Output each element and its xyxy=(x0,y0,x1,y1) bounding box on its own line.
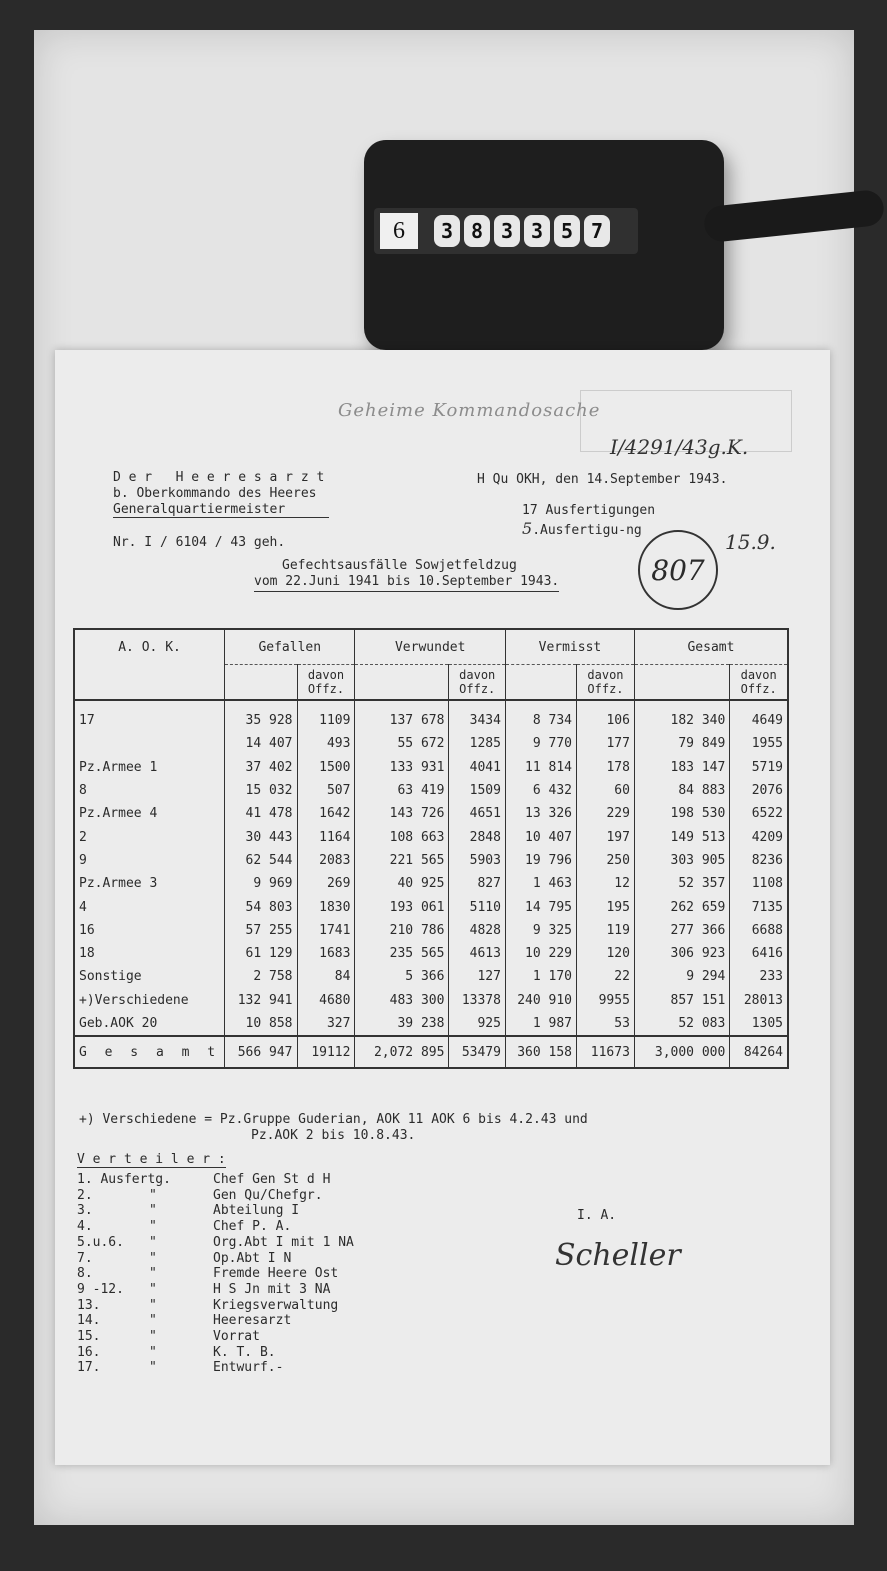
cell: 9 969 xyxy=(225,872,297,895)
col-davon-offz: davon Offz. xyxy=(576,665,634,701)
cell: 41 478 xyxy=(225,802,297,825)
cell: 8236 xyxy=(730,849,788,872)
row-label: 9 xyxy=(74,849,225,872)
cell: 9955 xyxy=(576,989,634,1012)
cell: 9 325 xyxy=(505,919,576,942)
handwritten-reg-number: I/4291/43g.K. xyxy=(610,435,749,459)
cell: 6688 xyxy=(730,919,788,942)
distribution-dit: " xyxy=(149,1281,157,1297)
place-date: H Qu OKH, den 14.September 1943. xyxy=(477,472,728,487)
cell: 55 672 xyxy=(355,732,449,755)
cell: 2 758 xyxy=(225,965,297,988)
distribution-dit: " xyxy=(149,1266,157,1282)
distribution-dit: " xyxy=(149,1329,157,1344)
distribution-to: Chef P. A. xyxy=(213,1219,292,1235)
cell: 79 849 xyxy=(634,732,729,755)
counter-digit: 7 xyxy=(584,215,610,247)
cell: 229 xyxy=(576,802,634,825)
distribution-num: 14. xyxy=(77,1313,101,1329)
distribution-to: Entwurf.- xyxy=(213,1360,284,1376)
cell: 37 402 xyxy=(225,756,297,779)
table-row xyxy=(74,872,788,895)
distribution-to: H S Jn mit 3 NA xyxy=(213,1281,331,1297)
copy-number-line xyxy=(522,519,642,538)
circled-number: 807 xyxy=(638,530,718,610)
cell: 4828 xyxy=(449,919,506,942)
cell: 60 xyxy=(576,779,634,802)
signature: Scheller xyxy=(555,1238,681,1273)
cell: 5903 xyxy=(449,849,506,872)
cell: 4649 xyxy=(730,700,788,732)
distribution-num: 3. xyxy=(77,1203,93,1219)
cell: 132 941 xyxy=(225,989,297,1012)
col-davon-offz: davon Offz. xyxy=(449,665,506,701)
cell: 133 931 xyxy=(355,756,449,779)
reference-number: Nr. I / 6104 / 43 geh. xyxy=(113,535,286,550)
cell: 250 xyxy=(576,849,634,872)
cell: 1109 xyxy=(297,700,355,732)
cell: 2,072 895 xyxy=(355,1036,449,1068)
cell: 5110 xyxy=(449,895,506,918)
cell: 306 923 xyxy=(634,942,729,965)
cell: 5 366 xyxy=(355,965,449,988)
cell: 235 565 xyxy=(355,942,449,965)
cell: 177 xyxy=(576,732,634,755)
cell: 7135 xyxy=(730,895,788,918)
cell: 193 061 xyxy=(355,895,449,918)
cell: 1164 xyxy=(297,825,355,848)
cell: 1500 xyxy=(297,756,355,779)
counter-digit: 8 xyxy=(464,215,490,247)
sender-line-3: Generalquartiermeister xyxy=(113,502,329,518)
table-row xyxy=(74,989,788,1012)
cell: 493 xyxy=(297,732,355,755)
cell: 84264 xyxy=(730,1036,788,1068)
cell: 30 443 xyxy=(225,825,297,848)
cell: 262 659 xyxy=(634,895,729,918)
cell: 2848 xyxy=(449,825,506,848)
row-label: 4 xyxy=(74,895,225,918)
cell: 137 678 xyxy=(355,700,449,732)
handwritten-date: 15.9. xyxy=(725,530,776,554)
cell: 62 544 xyxy=(225,849,297,872)
cell: 6 432 xyxy=(505,779,576,802)
row-label: +)Verschiedene xyxy=(74,989,225,1012)
counter-window xyxy=(374,208,638,254)
cell: 8 734 xyxy=(505,700,576,732)
cell: 35 928 xyxy=(225,700,297,732)
cell: 1741 xyxy=(297,919,355,942)
cell: 4651 xyxy=(449,802,506,825)
distribution-to: Gen Qu/Chefgr. xyxy=(213,1187,323,1203)
distribution-to: Heeresarzt xyxy=(213,1313,292,1329)
document-page xyxy=(55,350,830,1465)
cell: 240 910 xyxy=(505,989,576,1012)
distribution-num: 15. xyxy=(77,1329,101,1344)
row-label: Pz.Armee 1 xyxy=(74,756,225,779)
row-label: Pz.Armee 4 xyxy=(74,802,225,825)
cell: 57 255 xyxy=(225,919,297,942)
handwritten-copy-number: 5 xyxy=(522,519,533,538)
table-row xyxy=(74,756,788,779)
cell: 14 407 xyxy=(225,732,297,755)
cell: 269 xyxy=(297,872,355,895)
col-aok: A. O. K. xyxy=(74,629,225,700)
cell: 182 340 xyxy=(634,700,729,732)
cell: 108 663 xyxy=(355,825,449,848)
table-row xyxy=(74,732,788,755)
counter-cable xyxy=(703,189,886,244)
cell: 4613 xyxy=(449,942,506,965)
cell: 1 170 xyxy=(505,965,576,988)
cell: 54 803 xyxy=(225,895,297,918)
counter-digit: 3 xyxy=(434,215,460,247)
cell: 84 xyxy=(297,965,355,988)
distribution-num: 9 -12. xyxy=(77,1281,124,1297)
distribution-to: Fremde Heere Ost xyxy=(213,1266,339,1282)
cell: 10 407 xyxy=(505,825,576,848)
cell: 143 726 xyxy=(355,802,449,825)
cell: 1 463 xyxy=(505,872,576,895)
distribution-num: 1. Ausfertg. xyxy=(77,1172,171,1187)
footnote-line-2: Pz.AOK 2 bis 10.8.43. xyxy=(251,1128,416,1143)
row-label: Geb.AOK 20 xyxy=(74,1012,225,1036)
cell: 507 xyxy=(297,779,355,802)
cell: 195 xyxy=(576,895,634,918)
distribution-num: 7. xyxy=(77,1250,93,1266)
distribution-num: 2. xyxy=(77,1187,93,1203)
cell: 327 xyxy=(297,1012,355,1036)
row-label: 16 xyxy=(74,919,225,942)
cell: 4680 xyxy=(297,989,355,1012)
cell: 4209 xyxy=(730,825,788,848)
cell: 827 xyxy=(449,872,506,895)
cell: 9 770 xyxy=(505,732,576,755)
cell: 84 883 xyxy=(634,779,729,802)
col-gefallen: Gefallen xyxy=(225,629,355,665)
cell: 6522 xyxy=(730,802,788,825)
copy-label: .Ausfertigu-ng xyxy=(532,523,642,538)
subject-line-2: vom 22.Juni 1941 bis 10.September 1943. xyxy=(254,574,559,592)
distribution-dit: " xyxy=(149,1250,157,1266)
table-row xyxy=(74,895,788,918)
cell: 12 xyxy=(576,872,634,895)
distribution-to: K. T. B. xyxy=(213,1344,276,1360)
distribution-dit: " xyxy=(149,1344,157,1360)
cell: 925 xyxy=(449,1012,506,1036)
row-label: Pz.Armee 3 xyxy=(74,872,225,895)
cell: 11 814 xyxy=(505,756,576,779)
cell: 3,000 000 xyxy=(634,1036,729,1068)
counter-tag: 6 xyxy=(380,213,418,249)
cell: 52 357 xyxy=(634,872,729,895)
cell: 52 083 xyxy=(634,1012,729,1036)
cell: 198 530 xyxy=(634,802,729,825)
cell: 2083 xyxy=(297,849,355,872)
cell: 1683 xyxy=(297,942,355,965)
cell: 106 xyxy=(576,700,634,732)
cell: 1 987 xyxy=(505,1012,576,1036)
cell: 566 947 xyxy=(225,1036,297,1068)
cell: 1509 xyxy=(449,779,506,802)
cell: 40 925 xyxy=(355,872,449,895)
cell: 1305 xyxy=(730,1012,788,1036)
row-label: 2 xyxy=(74,825,225,848)
footnote-line-1: +) Verschiedene = Pz.Gruppe Guderian, AOK 11 AOK 6 bis 4.2.43 und xyxy=(79,1112,588,1127)
frame-counter-device xyxy=(364,140,724,350)
col-verwundet: Verwundet xyxy=(355,629,506,665)
cell: 10 858 xyxy=(225,1012,297,1036)
copies-count: 17 Ausfertigungen xyxy=(522,503,656,518)
cell: 2076 xyxy=(730,779,788,802)
distribution-dit: " xyxy=(149,1203,157,1219)
table-row xyxy=(74,942,788,965)
row-label: 8 xyxy=(74,779,225,802)
cell: 197 xyxy=(576,825,634,848)
row-label: 17 xyxy=(74,700,225,732)
cell: 6416 xyxy=(730,942,788,965)
cell: 4041 xyxy=(449,756,506,779)
cell: 857 151 xyxy=(634,989,729,1012)
casualty-table xyxy=(73,628,789,1069)
cell: 233 xyxy=(730,965,788,988)
classification-stamp: Geheime Kommandosache xyxy=(338,400,601,421)
col-davon-offz: davon Offz. xyxy=(730,665,788,701)
distribution-dit: " xyxy=(149,1297,157,1313)
cell: 13378 xyxy=(449,989,506,1012)
cell: 10 229 xyxy=(505,942,576,965)
cell: 210 786 xyxy=(355,919,449,942)
ia-label: I. A. xyxy=(577,1208,617,1223)
distribution-dit: " xyxy=(149,1234,157,1250)
cell: 53 xyxy=(576,1012,634,1036)
col-vermisst: Vermisst xyxy=(505,629,634,665)
distribution-dit: " xyxy=(149,1313,157,1329)
cell: 1285 xyxy=(449,732,506,755)
distribution-num: 17. xyxy=(77,1360,101,1376)
counter-digit: 5 xyxy=(554,215,580,247)
table-row xyxy=(74,700,788,732)
sender-line-1: D e r H e e r e s a r z t xyxy=(113,470,325,485)
row-label: Sonstige xyxy=(74,965,225,988)
cell: 61 129 xyxy=(225,942,297,965)
cell: 120 xyxy=(576,942,634,965)
distribution-to: Kriegsverwaltung xyxy=(213,1297,339,1313)
cell: 1108 xyxy=(730,872,788,895)
cell: 22 xyxy=(576,965,634,988)
distribution-num: 4. xyxy=(77,1219,93,1235)
subject-line-1: Gefechtsausfälle Sowjetfeldzug xyxy=(282,558,517,573)
distribution-to: Vorrat xyxy=(213,1329,260,1344)
table-total-row xyxy=(74,1036,788,1068)
distribution-dit: " xyxy=(149,1187,157,1203)
cell: 1642 xyxy=(297,802,355,825)
cell: 178 xyxy=(576,756,634,779)
cell: 63 419 xyxy=(355,779,449,802)
cell: 1955 xyxy=(730,732,788,755)
cell: 3434 xyxy=(449,700,506,732)
table-row xyxy=(74,965,788,988)
cell: 221 565 xyxy=(355,849,449,872)
cell: 15 032 xyxy=(225,779,297,802)
table-row xyxy=(74,1012,788,1036)
cell: 53479 xyxy=(449,1036,506,1068)
cell: 9 294 xyxy=(634,965,729,988)
distribution-num: 16. xyxy=(77,1344,101,1360)
cell: 1830 xyxy=(297,895,355,918)
table-row xyxy=(74,825,788,848)
distribution-num: 5.u.6. xyxy=(77,1234,124,1250)
counter-digits xyxy=(434,215,610,247)
distribution-to: Chef Gen St d H xyxy=(213,1172,331,1187)
cell: 483 300 xyxy=(355,989,449,1012)
distribution-dit: " xyxy=(149,1219,157,1235)
total-label: G e s a m t xyxy=(74,1036,225,1068)
table-row xyxy=(74,919,788,942)
cell: 5719 xyxy=(730,756,788,779)
table-row xyxy=(74,849,788,872)
cell: 19 796 xyxy=(505,849,576,872)
row-label xyxy=(74,732,225,755)
cell: 277 366 xyxy=(634,919,729,942)
row-label: 18 xyxy=(74,942,225,965)
cell: 11673 xyxy=(576,1036,634,1068)
cell: 183 147 xyxy=(634,756,729,779)
cell: 19112 xyxy=(297,1036,355,1068)
distribution-to: Abteilung I xyxy=(213,1203,300,1219)
distribution-num: 8. xyxy=(77,1266,93,1282)
col-davon-offz: davon Offz. xyxy=(297,665,355,701)
cell: 360 158 xyxy=(505,1036,576,1068)
col-gesamt: Gesamt xyxy=(634,629,788,665)
cell: 303 905 xyxy=(634,849,729,872)
cell: 119 xyxy=(576,919,634,942)
distribution-dit: " xyxy=(149,1360,157,1376)
cell: 149 513 xyxy=(634,825,729,848)
cell: 127 xyxy=(449,965,506,988)
cell: 39 238 xyxy=(355,1012,449,1036)
distribution-num: 13. xyxy=(77,1297,101,1313)
distribution-heading: V e r t e i l e r : xyxy=(77,1152,226,1167)
sender-line-2: b. Oberkommando des Heeres xyxy=(113,486,317,501)
cell: 28013 xyxy=(730,989,788,1012)
counter-digit: 3 xyxy=(524,215,550,247)
distribution-to: Org.Abt I mit 1 NA xyxy=(213,1234,354,1250)
table-row xyxy=(74,802,788,825)
distribution-to: Op.Abt I N xyxy=(213,1250,292,1266)
cell: 13 326 xyxy=(505,802,576,825)
cell: 14 795 xyxy=(505,895,576,918)
counter-digit: 3 xyxy=(494,215,520,247)
table-row xyxy=(74,779,788,802)
